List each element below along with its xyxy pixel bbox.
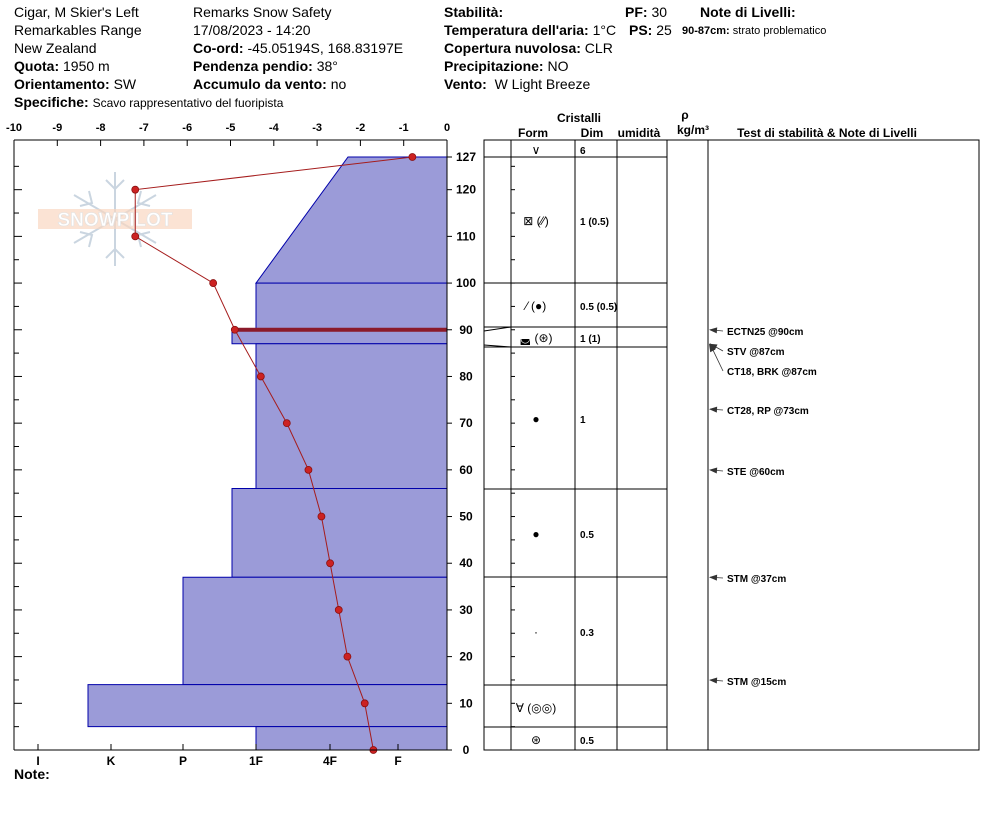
country: New Zealand xyxy=(14,40,97,56)
temperature-point xyxy=(283,420,290,427)
layer-note-text: strato problematico xyxy=(732,25,827,37)
temperature-point xyxy=(210,280,217,287)
precip-label: Precipitazione: xyxy=(444,58,544,74)
hardness-profile xyxy=(88,157,447,750)
tests-header: Test di stabilità & Note di Livelli xyxy=(737,126,917,140)
test-label: STM @37cm xyxy=(727,574,787,585)
wind-load-value: no xyxy=(330,76,347,92)
density-header: kg/m³ xyxy=(676,123,710,137)
crystal-size: 1 (1) xyxy=(580,334,601,345)
temp-tick-label: -6 xyxy=(182,122,193,134)
temp-tick-label: -4 xyxy=(268,122,279,134)
test-label: CT28, RP @73cm xyxy=(727,406,809,417)
temperature-point xyxy=(318,513,325,520)
depth-tick-label: 110 xyxy=(456,229,476,244)
temperature-point xyxy=(335,606,342,613)
air-temp-value: 1°C xyxy=(592,22,617,38)
depth-tick-label: 0 xyxy=(462,743,470,757)
crystal-form: ⊠ (⁄∕) xyxy=(523,214,549,228)
test-arrow-head xyxy=(709,406,717,412)
depth-tick-label: 90 xyxy=(459,322,473,337)
temp-tick-label: -2 xyxy=(355,122,366,134)
temperature-point xyxy=(231,326,238,333)
watermark-text: SNOWPILOT xyxy=(57,210,173,231)
hardness-label: F xyxy=(394,754,402,768)
problem-layer-band xyxy=(232,328,447,332)
depth-tick-label: 60 xyxy=(459,462,473,477)
observer: Remarks Snow Safety xyxy=(193,4,332,20)
stability-tests xyxy=(706,327,817,688)
wind-label: Vento: xyxy=(444,76,487,92)
crystal-size: 0.5 (0.5) xyxy=(580,302,618,313)
crystal-form: ⁄ (●) xyxy=(525,299,547,313)
notes-label: Note: xyxy=(14,766,50,782)
test-label: STE @60cm xyxy=(727,467,785,478)
ps-label: PS: xyxy=(629,22,653,38)
aspect-label: Orientamento: xyxy=(14,76,110,92)
crystal-size: 0.5 xyxy=(580,736,594,747)
crystal-form: ◛ (⊛) xyxy=(519,331,553,345)
depth-tick-label: 30 xyxy=(459,602,473,617)
hardness-label: P xyxy=(178,754,188,768)
crystal-form: ∨ xyxy=(531,143,541,157)
hardness-layer xyxy=(256,283,447,330)
hardness-layer xyxy=(256,157,447,283)
depth-tick-label: 10 xyxy=(459,696,473,711)
hardness-layer xyxy=(232,330,447,344)
test-arrow-head xyxy=(709,677,717,684)
moisture-header: umidità xyxy=(617,126,661,140)
hardness-layer xyxy=(183,577,447,684)
hardness-layer xyxy=(256,344,447,489)
crystal-form: ⊛ xyxy=(530,733,542,747)
hardness-layer xyxy=(232,489,447,578)
elevation-value: 1950 m xyxy=(63,58,110,74)
depth-tick-label: 40 xyxy=(459,556,473,571)
test-label: STV @87cm xyxy=(727,347,785,358)
crystal-size: 0.3 xyxy=(580,628,594,639)
wind-value: W Light Breeze xyxy=(494,76,591,92)
temp-tick-label: -10 xyxy=(6,122,22,134)
depth-tick-label: 50 xyxy=(459,509,473,524)
depth-tick-label: 80 xyxy=(459,369,473,384)
depth-tick-label: 120 xyxy=(455,182,477,197)
hardness-label: 1F xyxy=(248,754,264,768)
layer-note-range: 90-87cm: xyxy=(682,25,730,37)
crystal-size: 1 (0.5) xyxy=(580,217,609,228)
temperature-point xyxy=(257,373,264,380)
hardness-label: K xyxy=(106,754,116,768)
hardness-label: I xyxy=(36,754,40,768)
depth-tick-label: 100 xyxy=(455,276,477,291)
crystal-form: · xyxy=(534,625,538,639)
elevation-label: Quota: xyxy=(14,58,60,74)
table-frame xyxy=(484,140,979,750)
crystal-size: 6 xyxy=(580,146,586,157)
depth-axis xyxy=(447,140,476,757)
depth-tick-label: 20 xyxy=(459,649,473,664)
boundary-connector xyxy=(484,327,511,331)
temp-tick-label: -5 xyxy=(225,122,236,134)
crystal-size: 1 xyxy=(580,415,586,426)
coord-value: -45.05194S, 168.83197E xyxy=(247,40,404,56)
crystal-form: ∀ (◎◎) xyxy=(515,701,557,715)
temp-tick-label: -3 xyxy=(312,122,322,134)
hardness-layer xyxy=(88,685,447,727)
crystal-form: ● xyxy=(532,527,540,541)
layer-notes-label: Note di Livelli: xyxy=(700,4,796,20)
slope-label: Pendenza pendio: xyxy=(193,58,313,74)
coord-label: Co-ord: xyxy=(193,40,244,56)
temp-tick-label: -8 xyxy=(95,122,106,134)
temperature-point xyxy=(132,186,139,193)
crystal-table xyxy=(484,108,979,750)
test-label: STM @15cm xyxy=(727,677,787,688)
temperature-point xyxy=(344,653,351,660)
temp-tick-label: -1 xyxy=(398,122,409,134)
cloud-label: Copertura nuvolosa: xyxy=(444,40,581,56)
hardness-layer xyxy=(256,727,447,750)
depth-tick-label: 70 xyxy=(459,416,473,431)
crystals-header: Cristalli xyxy=(556,111,602,125)
test-arrow-head xyxy=(709,574,717,580)
temp-tick-label: -7 xyxy=(139,122,149,134)
air-temp-label: Temperatura dell'aria: xyxy=(444,22,589,38)
form-header: Form xyxy=(518,126,548,140)
problem-layer xyxy=(232,328,447,332)
pf-label: PF: xyxy=(625,4,648,20)
precip-value: NO xyxy=(547,58,569,74)
rho-header: ρ xyxy=(681,108,689,122)
test-arrow-head xyxy=(709,327,717,334)
pf-value: 30 xyxy=(651,4,668,20)
crystal-form: ● xyxy=(532,412,540,426)
specifics-value: Scavo rappresentativo del fuoripista xyxy=(92,96,284,110)
temperature-point xyxy=(409,154,416,161)
temperature-point xyxy=(305,466,312,473)
temperature-point xyxy=(361,700,368,707)
crystal-size: 0.5 xyxy=(580,530,594,541)
aspect-value: SW xyxy=(113,76,137,92)
size-header: Dim xyxy=(580,126,604,140)
test-label: ECTN25 @90cm xyxy=(727,327,804,338)
ps-value: 25 xyxy=(656,22,672,38)
temp-tick-label: -9 xyxy=(52,122,63,134)
depth-tick-label: 127 xyxy=(455,150,477,164)
wind-load-label: Accumulo da vento: xyxy=(193,76,327,92)
temp-tick-label: 0 xyxy=(443,122,451,134)
temperature-point xyxy=(132,233,139,240)
datetime: 17/08/2023 - 14:20 xyxy=(193,22,311,38)
specifics-label: Specifiche: xyxy=(14,94,89,110)
stability-label: Stabilità: xyxy=(444,4,504,20)
temperature-point xyxy=(327,560,334,567)
cloud-value: CLR xyxy=(584,40,613,56)
range: Remarkables Range xyxy=(14,22,142,38)
slope-value: 38° xyxy=(316,58,338,74)
hardness-label: 4F xyxy=(322,754,338,768)
test-label: CT18, BRK @87cm xyxy=(727,367,817,378)
location: Cigar, M Skier's Left xyxy=(14,4,139,20)
test-arrow-head xyxy=(709,467,717,474)
